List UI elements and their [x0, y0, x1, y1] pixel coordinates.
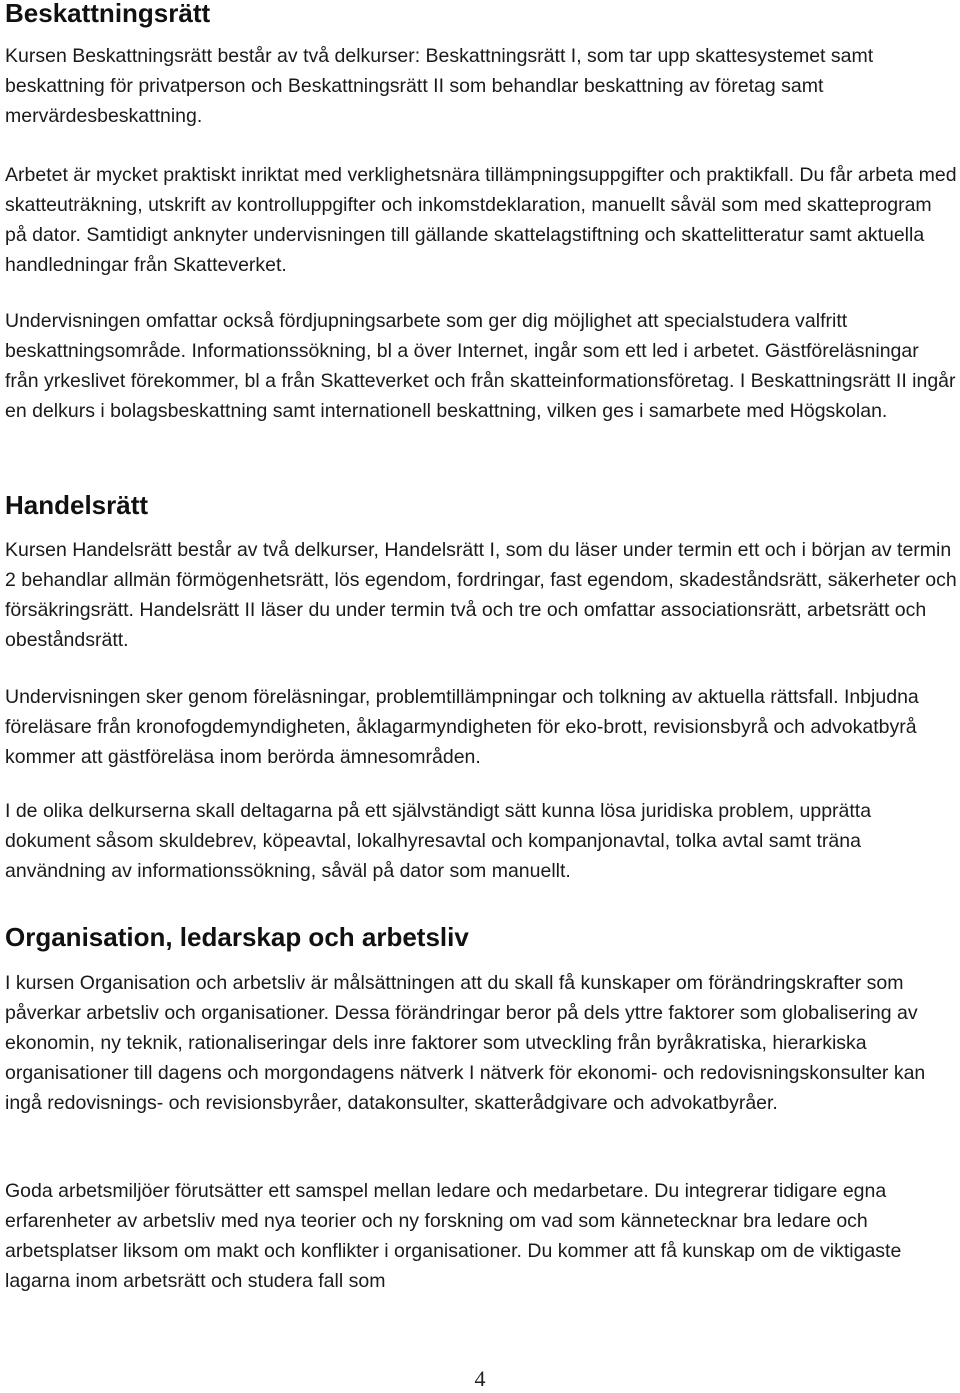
heading-beskattningsratt: Beskattningsrätt — [5, 0, 211, 28]
paragraph-beskattningsratt-undervisning: Undervisningen omfattar också fördjupningsarbete som ger dig möjlighet att specialstudera valfritt beskattningsområde. Informationssökning, bl a över Internet, ingår som ett led i arbetet. Gästföreläsningar från yrkeslivet förekommer, bl a från Skatteverket och från skatteinformationsföretag. I Beskattningsrätt II ingår en delkurs i bolagsbeskattning samt internationell beskattning, vilken ges i samarbete med Högskolan. — [5, 310, 956, 422]
paragraph-handelsratt-delkurser: I de olika delkurserna skall deltagarna på ett självständigt sätt kunna lösa juridiska problem, upprätta dokument såsom skuldebrev, köpeavtal, lokalhyresavtal och kompanjonavtal, tolka avtal samt träna användning av informationssökning, såväl på dator som manuellt. — [5, 800, 872, 882]
paragraph-organisation-arbetsmiljo: Goda arbetsmiljöer förutsätter ett samspel mellan ledare och medarbetare. Du integrerar tidigare egna erfarenheter av arbetsliv med nya teorier och ny forskning om vad som kännetecknar bra ledare och arbetsplatser liksom om makt och konflikter i organisationer. Du kommer att få kunskap om de viktigaste lagarna inom arbetsrätt och studera fall som — [5, 1180, 902, 1292]
page-number: 4 — [474, 1366, 486, 1391]
paragraph-handelsratt-intro: Kursen Handelsrätt består av två delkurser, Handelsrätt I, som du läser under termin ett och i början av termin 2 behandlar allmän förmögenhetsrätt, lös egendom, fordringar, fast egendom, skadeståndsrätt, säkerheter och försäkringsrätt. Handelsrätt II läser du under termin två och tre och omfattar associationsrätt, arbetsrätt och obeståndsrätt. — [5, 539, 957, 651]
paragraph-handelsratt-undervisning: Undervisningen sker genom föreläsningar, problemtillämpningar och tolkning av aktuella rättsfall. Inbjudna föreläsare från kronofogdemyndigheten, åklagarmyndigheten för eko-brott, revisionsbyrå och advokatbyrå kommer att gästföreläsa inom berörda ämnesområden. — [5, 686, 919, 768]
paragraph-organisation-intro: I kursen Organisation och arbetsliv är målsättningen att du skall få kunskaper om förändringskrafter som påverkar arbetsliv och organisationer. Dessa förändringar beror på dels yttre faktorer som globalisering av ekonomin, ny teknik, rationaliseringar dels inre faktorer som utveckling från byråkratiska, hierarkiska organisationer till dagens och morgondagens nätverk I nätverk för ekonomi- och redovisningskonsulter kan ingå redovisnings- och revisionsbyråer, datakonsulter, skatterådgivare och advokatbyråer. — [5, 972, 926, 1114]
heading-handelsratt: Handelsrätt — [5, 490, 149, 520]
heading-organisation: Organisation, ledarskap och arbetsliv — [5, 922, 469, 952]
paragraph-beskattningsratt-intro: Kursen Beskattningsrätt består av två delkurser: Beskattningsrätt I, som tar upp skattesystemet samt beskattning för privatperson och Beskattningsrätt II som behandlar beskattning av företag samt mervärdesbeskattning. — [5, 45, 874, 127]
paragraph-beskattningsratt-arbete: Arbetet är mycket praktiskt inriktat med verklighetsnära tillämpningsuppgifter och praktikfall. Du får arbeta med skatteuträkning, utskrift av kontrolluppgifter och inkomstdeklaration, manuellt såväl som med skatteprogram på dator. Samtidigt anknyter undervisningen till gällande skattelagstiftning och skattelitteratur samt aktuella handledningar från Skatteverket. — [5, 164, 957, 276]
